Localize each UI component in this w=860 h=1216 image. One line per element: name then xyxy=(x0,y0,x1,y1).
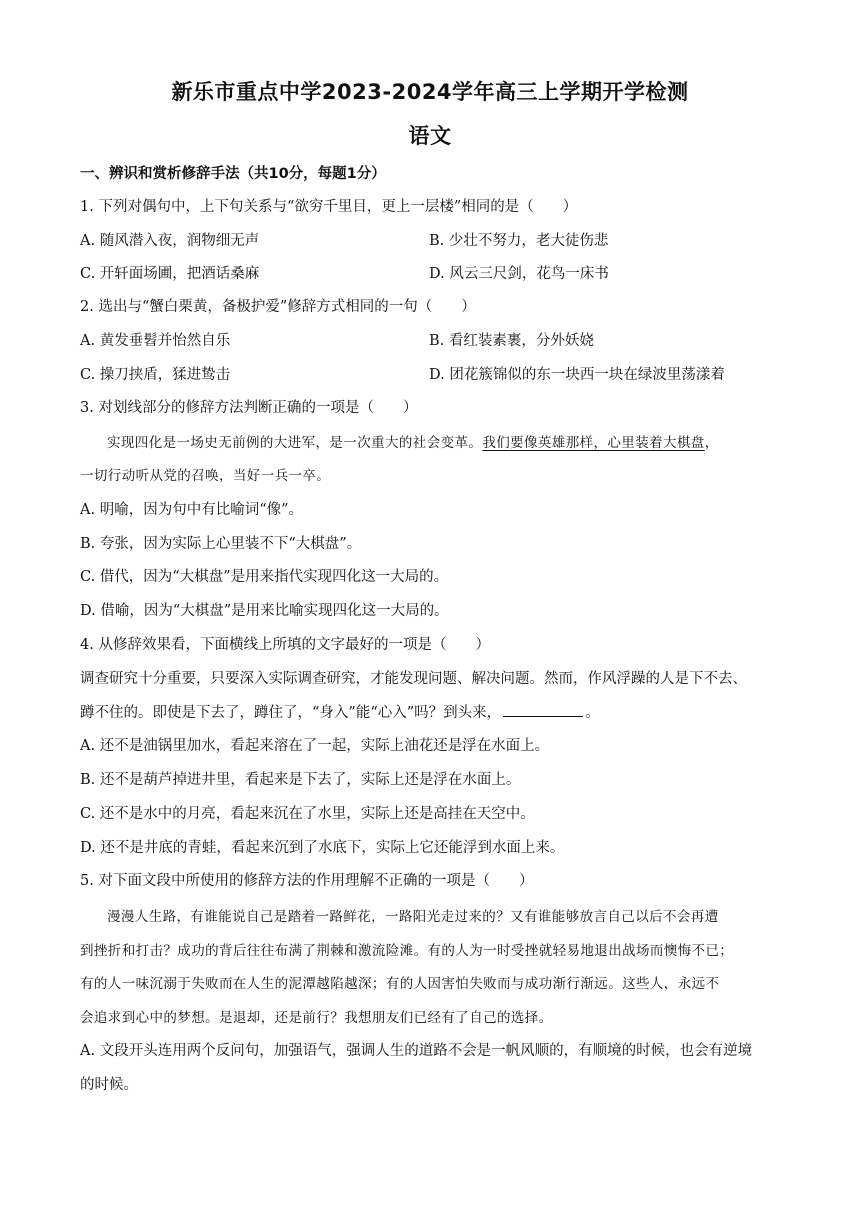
question-4-stem: 4. 从修辞效果看，下面横线上所填的文字最好的一项是（ ） xyxy=(80,637,490,653)
question-3-option-a: A. 明喻，因为句中有比喻词“像”。 xyxy=(80,502,304,518)
question-5-passage-line-4: 会追求到心中的梦想。是退却，还是前行？我想朋友们已经有了自己的选择。 xyxy=(80,1010,553,1026)
question-4-passage-line-1: 调查研究十分重要，只要深入实际调查研究，才能发现问题、解决问题。然而，作风浮躁的人是下不去、 xyxy=(80,671,747,687)
question-1-stem: 1. 下列对偶句中，上下句关系与“欲穷千里目，更上一层楼”相同的是（ ） xyxy=(80,199,578,215)
answer-blank xyxy=(503,702,583,717)
question-5-option-a: A. 文段开头连用两个反问句，加强语气，强调人生的道路不会是一帆风顺的，有顺境的时候，也会有逆境 xyxy=(80,1043,753,1059)
question-1-option-a: A. 随风潜入夜，润物细无声 xyxy=(80,233,260,249)
question-2-option-c: C. 操刀挟盾，猱进鸷击 xyxy=(80,367,231,383)
question-3-passage xyxy=(107,433,817,453)
question-5-passage-line-3: 有的人一味沉溺于失败而在人生的泥潭越陷越深；有的人因害怕失败而与成功渐行渐远。这些人，永远不 xyxy=(80,976,720,992)
question-5-stem: 5. 对下面文段中所使用的修辞方法的作用理解不正确的一项是（ ） xyxy=(80,873,534,889)
question-5-passage-line-2: 到挫折和打击？成功的背后往往布满了荆棘和激流险滩。有的人为一时受挫就轻易地退出战场而懊悔不已； xyxy=(80,943,734,959)
question-4-option-d: D. 还不是井底的青蛙，看起来沉到了水底下，实际上它还能浮到水面上来。 xyxy=(80,840,565,856)
question-4-option-b: B. 还不是葫芦掉进井里，看起来是下去了，实际上还是浮在水面上。 xyxy=(80,772,521,788)
question-1-option-b: B. 少壮不努力，老大徒伤悲 xyxy=(429,233,609,249)
question-3-option-d: D. 借喻，因为“大棋盘”是用来比喻实现四化这一大局的。 xyxy=(80,603,449,619)
question-4-passage-line-2 xyxy=(80,702,790,723)
subject-title: 语文 xyxy=(408,124,452,148)
question-3-option-b: B. 夸张，因为实际上心里装不下“大棋盘”。 xyxy=(80,536,362,552)
question-5-passage-line-1: 漫漫人生路，有谁能说自己是踏着一路鲜花，一路阳光走过来的？又有谁能够放言自己以后不会再遭 xyxy=(107,909,719,925)
passage-text: ， xyxy=(704,435,719,451)
question-4-option-a: A. 还不是油锅里加水，看起来溶在了一起，实际上油花还是浮在水面上。 xyxy=(80,738,550,754)
question-2-option-d: D. 团花簇锦似的东一块西一块在绿波里荡漾着 xyxy=(429,367,725,383)
question-2-stem: 2. 选出与“蟹白栗黄，备极护爱”修辞方式相同的一句（ ） xyxy=(80,299,476,315)
underlined-text: 我们要像英雄那样，心里装着大棋盘 xyxy=(482,435,705,451)
question-3-option-c: C. 借代，因为“大棋盘”是用来指代实现四化这一大局的。 xyxy=(80,569,449,585)
section-heading: 一、辨识和赏析修辞手法（共10分，每题1分） xyxy=(80,166,386,182)
question-1-option-c: C. 开轩面场圃，把酒话桑麻 xyxy=(80,266,260,282)
question-4-option-c: C. 还不是水中的月亮，看起来沉在了水里，实际上还是高挂在天空中。 xyxy=(80,806,535,822)
question-3-passage-line-2: 一切行动听从党的召唤，当好一兵一卒。 xyxy=(80,468,331,484)
exam-title: 新乐市重点中学2023-2024学年高三上学期开学检测 xyxy=(171,80,689,104)
question-1-option-d: D. 风云三尺剑，花鸟一床书 xyxy=(429,266,609,282)
question-2-option-b: B. 看红装素裹，分外妖娆 xyxy=(429,333,594,349)
question-5-option-a-cont: 的时候。 xyxy=(80,1077,138,1093)
passage-text: 蹲不住的。即使是下去了，蹲住了，“身入”能“心入”吗？到头来， xyxy=(80,705,502,721)
question-3-stem: 3. 对划线部分的修辞方法判断正确的一项是（ ） xyxy=(80,400,418,416)
passage-text: 实现四化是一场史无前例的大进军，是一次重大的社会变革。 xyxy=(107,435,483,451)
passage-text: 。 xyxy=(585,705,600,721)
question-2-option-a: A. 黄发垂髫并怡然自乐 xyxy=(80,333,231,349)
